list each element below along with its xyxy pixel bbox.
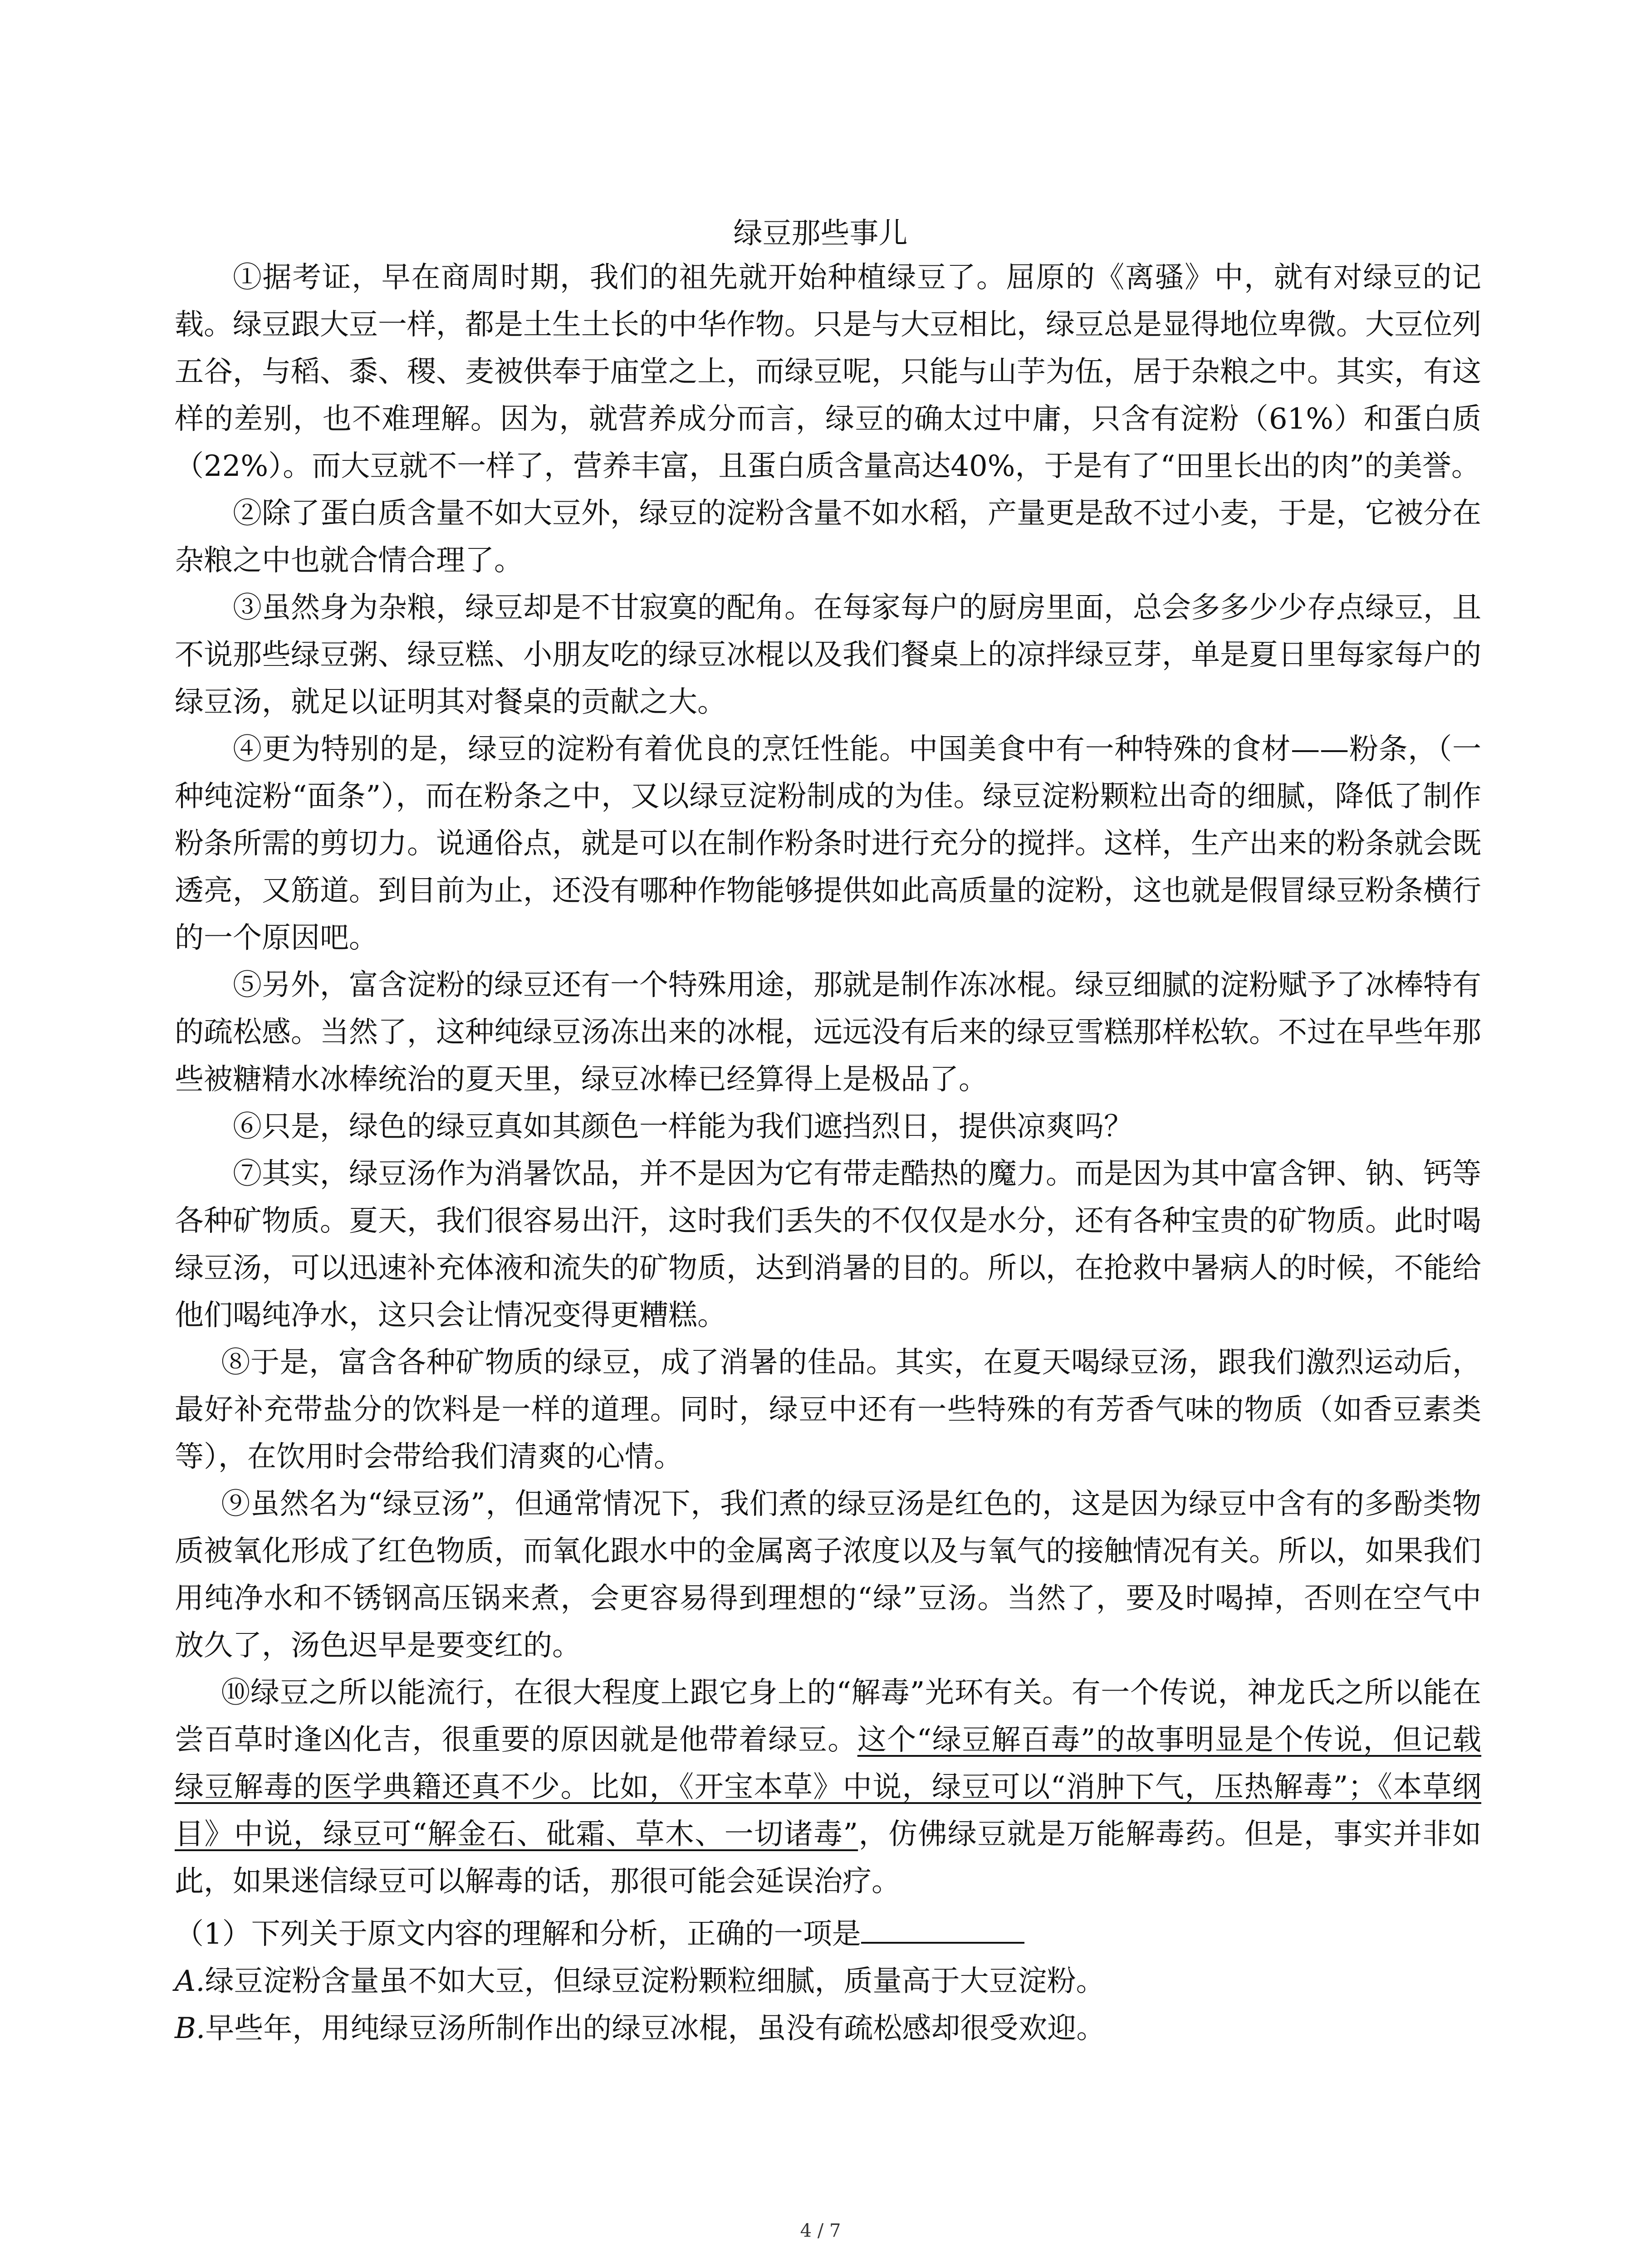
paragraph-4: ④更为特别的是，绿豆的淀粉有着优良的烹饪性能。中国美食中有一种特殊的食材——粉条，（一种纯淀粉“面条”），而在粉条之中，又以绿豆淀粉制成的为佳。绿豆淀粉颗粒出奇的细腻，降低了制作粉条所需的剪切力。说通俗点，就是可以在制作粉条时进行充分的搅拌。这样，生产出来的粉条就会既透亮，又筋道。到目前为止，还没有哪种作物能够提供如此高质量的淀粉，这也就是假冒绿豆粉条横行的一个原因吧。 xyxy=(175,733,1481,955)
paragraph-1: ①据考证，早在商周时期，我们的祖先就开始种植绿豆了。屈原的《离骚》中，就有对绿豆的记载。绿豆跟大豆一样，都是土生土长的中华作物。只是与大豆相比，绿豆总是显得地位卑微。大豆位列五谷，与稻、黍、稷、麦被供奉于庙堂之上，而绿豆呢，只能与山芋为伍，居于杂粮之中。其实，有这样的差别，也不难理解。因为，就营养成分而言，绿豆的确太过中庸，只含有淀粉（61%）和蛋白质（22%）。而大豆就不一样了，营养丰富，且蛋白质含量高达40%，于是有了“田里长出的肉”的美誉。 xyxy=(175,261,1481,483)
paragraph-2: ②除了蛋白质含量不如大豆外，绿豆的淀粉含量不如水稻，产量更是敌不过小麦，于是，它被分在杂粮之中也就合情合理了。 xyxy=(175,497,1481,577)
option-b-letter: B. xyxy=(175,2012,206,2045)
question-1 xyxy=(175,1911,1481,1958)
paragraph-7: ⑦其实，绿豆汤作为消暑饮品，并不是因为它有带走酷热的魔力。而是因为其中富含钾、钠、钙等各种矿物质。夏天，我们很容易出汗，这时我们丢失的不仅仅是水分，还有各种宝贵的矿物质。此时喝绿豆汤，可以迅速补充体液和流失的矿物质，达到消暑的目的。所以，在抢救中暑病人的时候，不能给他们喝纯净水，这只会让情况变得更糟糕。 xyxy=(175,1157,1481,1332)
paragraph-8: ⑧于是，富含各种矿物质的绿豆，成了消暑的佳品。其实，在夏天喝绿豆汤，跟我们激烈运动后，最好补充带盐分的饮料是一样的道理。同时，绿豆中还有一些特殊的有芳香气味的物质（如香豆素类等），在饮用时会带给我们清爽的心情。 xyxy=(175,1346,1481,1474)
paragraph-10-underlined: 这个“绿豆解百毒”的故事明显是个传说，但记载绿豆解毒的医学典籍还真不少。比如，《开宝本草》中说，绿豆可以“消肿下气，压热解毒”；《本草纲目》中说，绿豆可“解金石、砒霜、草木、一切诸毒” xyxy=(175,1723,1481,1851)
article-title: 绿豆那些事儿 xyxy=(733,217,908,250)
option-a-text: 绿豆淀粉含量虽不如大豆，但绿豆淀粉颗粒细腻，质量高于大豆淀粉。 xyxy=(205,1965,1105,1998)
article-body xyxy=(175,254,1481,2052)
paragraph-5: ⑤另外，富含淀粉的绿豆还有一个特殊用途，那就是制作冻冰棍。绿豆细腻的淀粉赋予了冰棒特有的疏松感。当然了，这种纯绿豆汤冻出来的冰棍，远远没有后来的绿豆雪糕那样松软。不过在早些年那些被糖精水冰棒统治的夏天里，绿豆冰棒已经算得上是极品了。 xyxy=(175,968,1481,1096)
paragraph-3: ③虽然身为杂粮，绿豆却是不甘寂寞的配角。在每家每户的厨房里面，总会多多少少存点绿豆，且不说那些绿豆粥、绿豆糕、小朋友吃的绿豆冰棍以及我们餐桌上的凉拌绿豆芽，单是夏日里每家每户的绿豆汤，就足以证明其对餐桌的贡献之大。 xyxy=(175,591,1481,719)
page-number: 4 / 7 xyxy=(800,2220,841,2241)
option-b xyxy=(175,2005,1481,2052)
answer-blank[interactable] xyxy=(861,1915,1024,1944)
paragraph-10-intro: ⑩绿豆之所以能流行，在很大程度上跟它身上的“解毒”光环有关。有一个传说，神龙氏之所以能在尝百草时逢凶化吉，很重要的原因就是他带着绿豆。 xyxy=(175,1676,1481,1757)
option-a xyxy=(175,1958,1481,2005)
option-b-text: 早些年，用纯绿豆汤所制作出的绿豆冰棍，虽没有疏松感却很受欢迎。 xyxy=(205,2012,1106,2045)
paragraph-10-outro: ，仿佛绿豆就是万能解毒药。但是，事实并非如此，如果迷信绿豆可以解毒的话，那很可能会延误治疗。 xyxy=(175,1818,1481,1898)
option-a-letter: A. xyxy=(175,1965,205,1998)
paragraph-9: ⑨虽然名为“绿豆汤”，但通常情况下，我们煮的绿豆汤是红色的，这是因为绿豆中含有的多酚类物质被氧化形成了红色物质，而氧化跟水中的金属离子浓度以及与氧气的接触情况有关。所以，如果我们用纯净水和不锈钢高压锅来煮，会更容易得到理想的“绿”豆汤。当然了，要及时喝掉，否则在空气中放久了，汤色迟早是要变红的。 xyxy=(175,1487,1481,1662)
paragraph-6: ⑥只是，绿色的绿豆真如其颜色一样能为我们遮挡烈日，提供凉爽吗？ xyxy=(233,1110,1133,1144)
question-1-stem: （1）下列关于原文内容的理解和分析，正确的一项是 xyxy=(175,1917,861,1951)
paragraph-10 xyxy=(175,1669,1481,1905)
